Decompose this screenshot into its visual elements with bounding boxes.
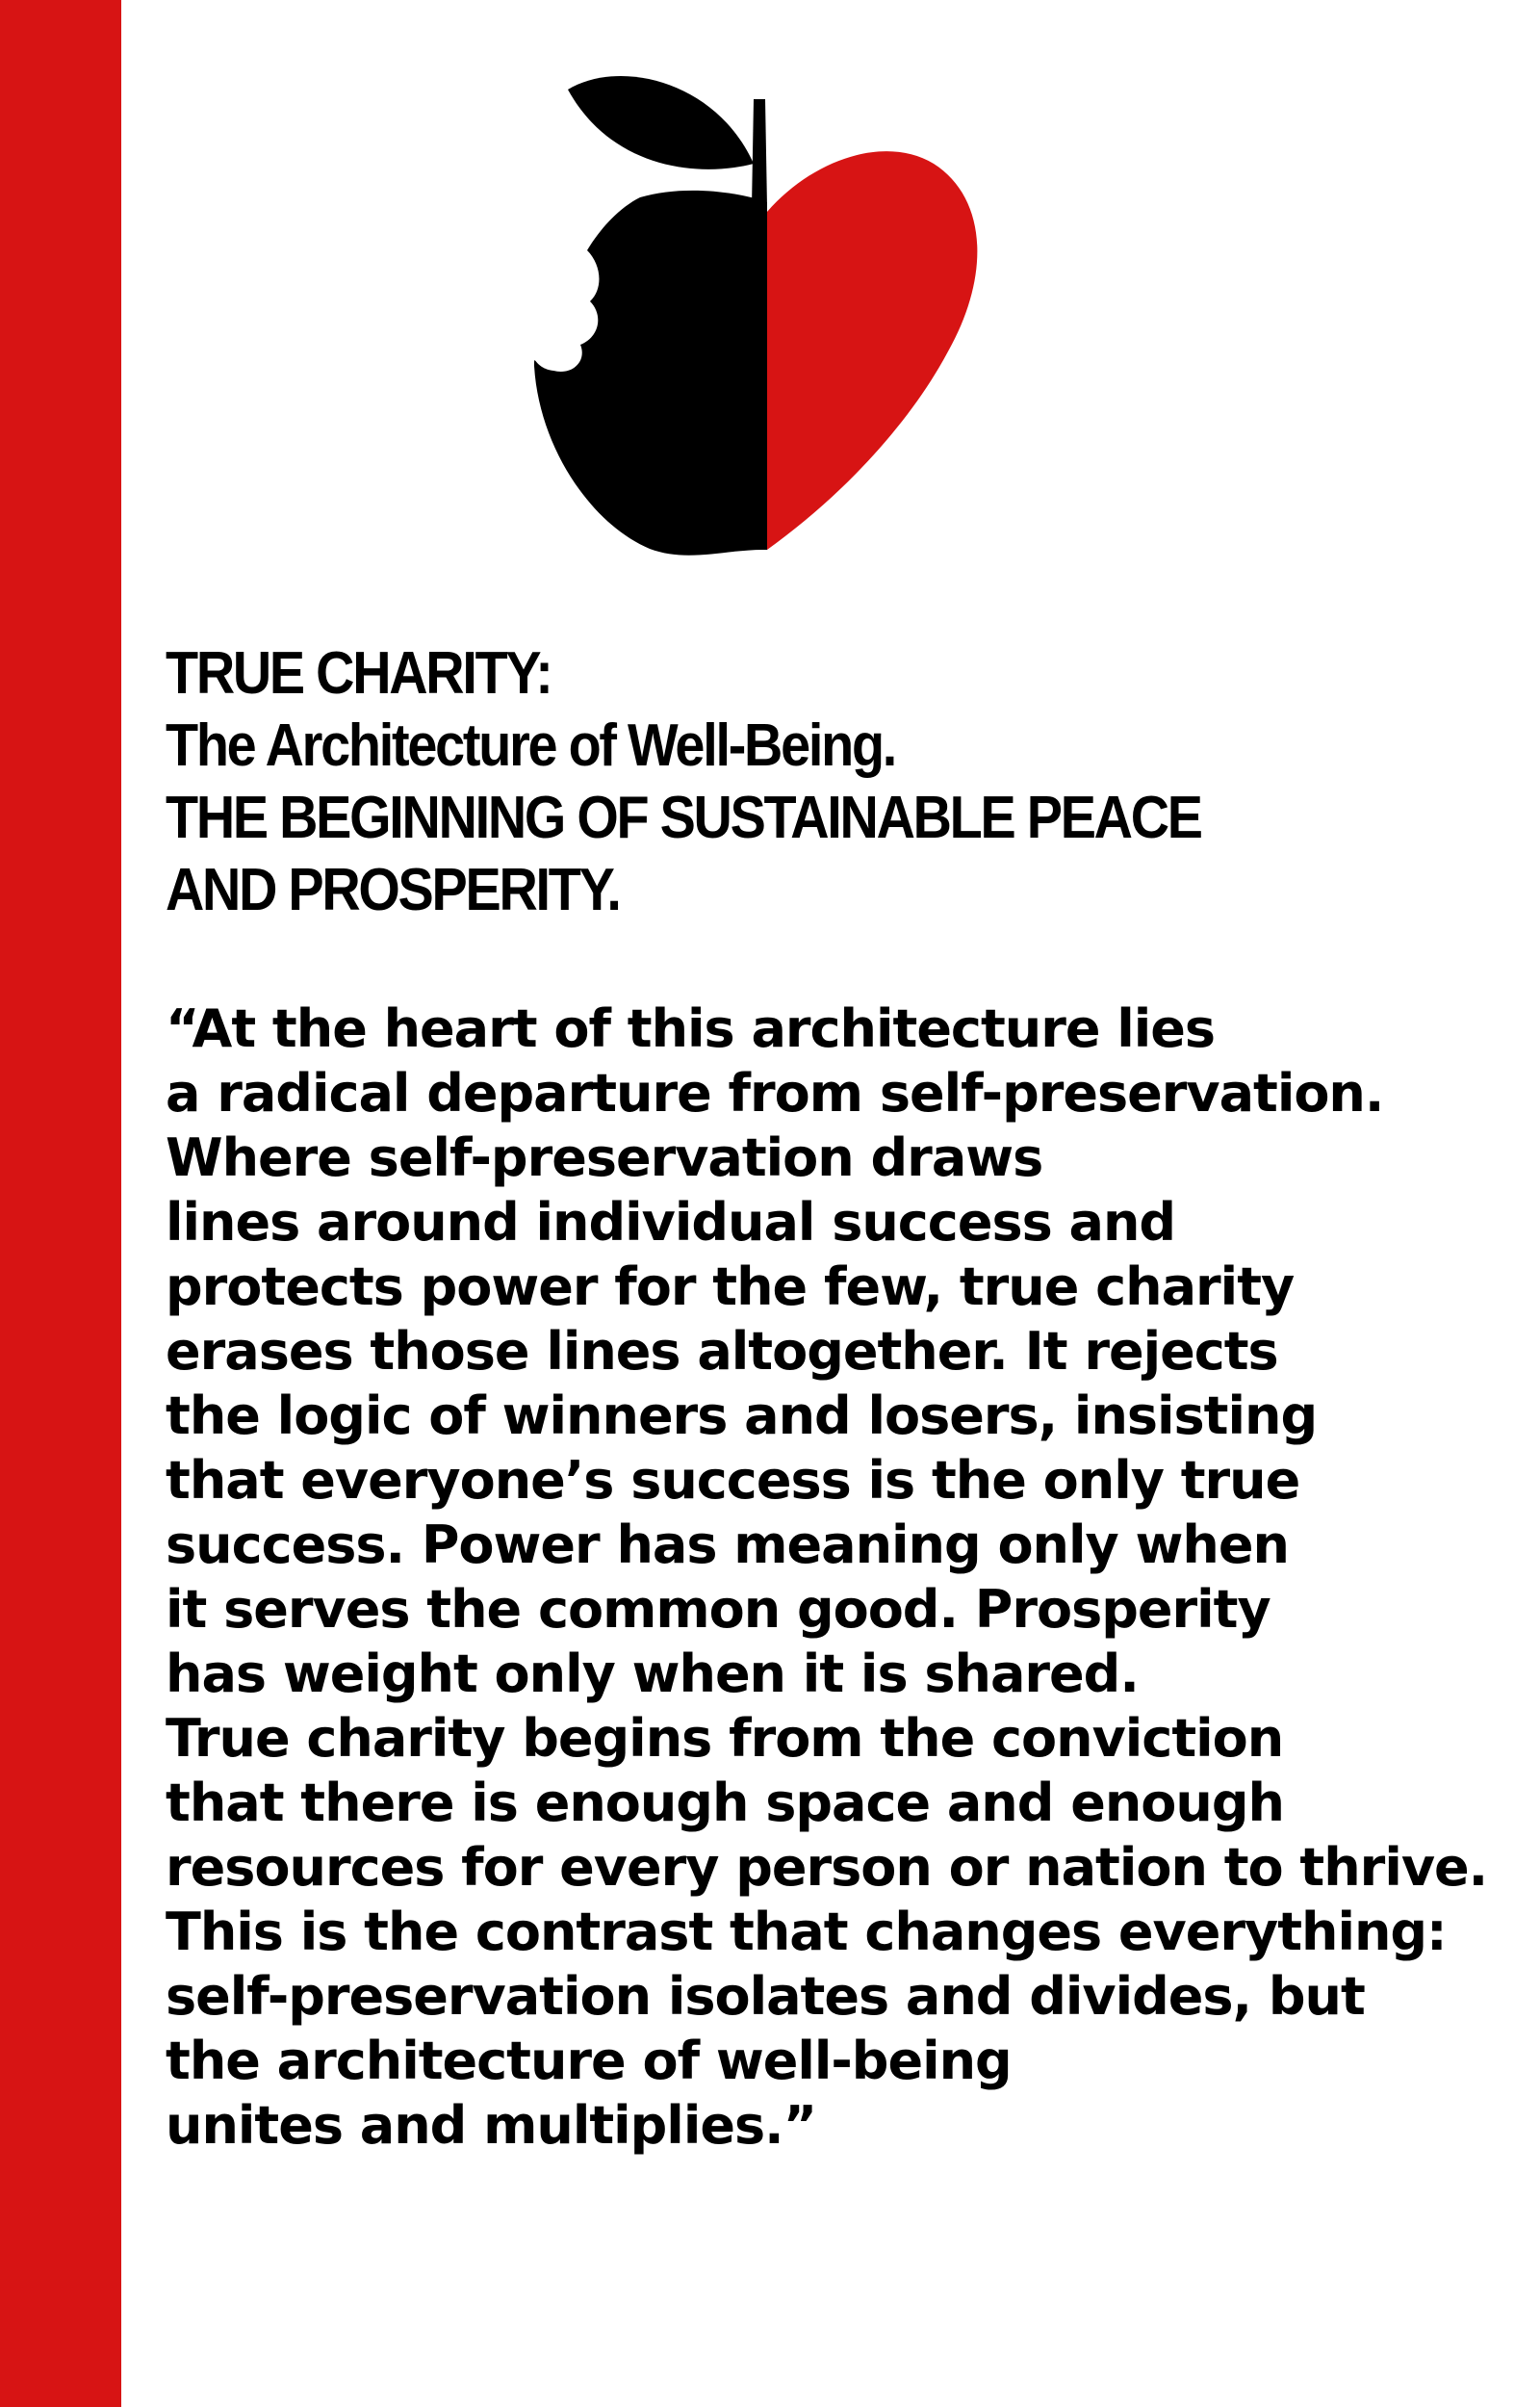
leaf-shape <box>568 76 754 169</box>
quote-line: resources for every person or nation to thrive. <box>166 1837 1488 1898</box>
headline <box>166 637 1361 926</box>
quote-line: True charity begins from the conviction <box>166 1708 1284 1769</box>
quote-line: self-preservation isolates and divides, but <box>166 1966 1365 2027</box>
heart-half-shape <box>767 151 977 550</box>
quote-line: erases those lines altogether. It rejects <box>166 1321 1278 1382</box>
quote-line: lines around individual success and <box>166 1192 1176 1253</box>
quote-line: unites and multiplies.” <box>166 2095 817 2156</box>
quote-line: that everyone’s success is the only true <box>166 1450 1300 1511</box>
stem-shape <box>752 99 767 207</box>
quote-line: This is the contrast that changes everything: <box>166 1902 1447 1962</box>
quote-line: that there is enough space and enough <box>166 1773 1284 1833</box>
headline-line: TRUE CHARITY: <box>166 640 552 707</box>
quote-line: protects power for the few, true charity <box>166 1256 1295 1317</box>
left-red-bar <box>0 0 121 2407</box>
apple-heart-icon <box>534 63 996 563</box>
quote-line: a radical departure from self-preservation. <box>166 1063 1384 1124</box>
quote-line: Where self-preservation draws <box>166 1127 1043 1188</box>
quote-line: the architecture of well-being <box>166 2031 1012 2091</box>
quote-line: has weight only when it is shared. <box>166 1643 1139 1704</box>
headline-line: THE BEGINNING OF SUSTAINABLE PEACE <box>166 785 1201 851</box>
headline-line: The Architecture of Well-Being. <box>166 712 896 779</box>
quote-block <box>166 996 1532 2158</box>
quote-line: it serves the common good. Prosperity <box>166 1579 1270 1640</box>
headline-line: AND PROSPERITY. <box>166 857 620 923</box>
apple-half-shape <box>534 191 767 556</box>
quote-line: success. Power has meaning only when <box>166 1514 1289 1575</box>
quote-line: “At the heart of this architecture lies <box>166 998 1216 1059</box>
quote-line: the logic of winners and losers, insisting <box>166 1385 1318 1446</box>
